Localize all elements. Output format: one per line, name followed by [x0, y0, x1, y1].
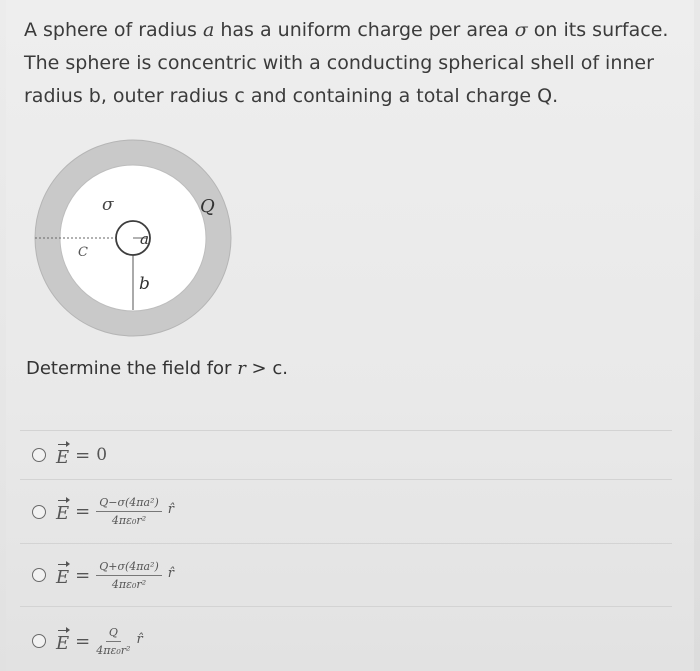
equals-sign: =	[75, 564, 91, 586]
question-text	[24, 14, 674, 113]
radio-button[interactable]	[32, 568, 46, 582]
option-equation	[56, 626, 143, 657]
numerator: Q+σ(4πa²)	[96, 560, 162, 576]
prompt-condition: > c.	[245, 358, 288, 379]
label-b: b	[139, 274, 150, 294]
answer-option-3[interactable]	[20, 543, 672, 606]
fraction	[96, 496, 162, 527]
vector-symbol: E	[56, 499, 69, 524]
radio-button[interactable]	[32, 448, 46, 462]
label-sigma: σ	[102, 195, 114, 215]
label-q: Q	[200, 196, 215, 217]
unit-vector: r̂	[136, 631, 143, 647]
answer-options	[20, 430, 672, 671]
answer-option-1[interactable]	[20, 430, 672, 479]
answer-option-2[interactable]	[20, 479, 672, 543]
numerator: Q	[106, 626, 121, 642]
option-equation	[56, 496, 174, 527]
label-c: C	[78, 245, 88, 260]
option-equation	[56, 560, 174, 591]
denominator: 4πε₀r²	[111, 577, 147, 591]
option-equation	[56, 443, 107, 468]
radio-button[interactable]	[32, 634, 46, 648]
fraction	[96, 626, 130, 657]
question-part-1: A sphere of radius	[24, 19, 203, 41]
numerator: Q−σ(4πa²)	[96, 496, 162, 512]
equals-sign: =	[75, 501, 91, 522]
equals-sign: =	[75, 444, 91, 466]
concentric-sphere-diagram	[30, 132, 240, 342]
sigma-variable: σ	[514, 19, 528, 41]
question-part-3: on its surface. The sphere is concentric with a conducting spherical shell of inner radius b, outer radius c and containing a total charge Q.	[24, 19, 669, 107]
radio-button[interactable]	[32, 505, 46, 519]
question-prompt	[26, 358, 288, 379]
question-part-2: has a uniform charge per area	[214, 19, 515, 41]
vector-symbol: E	[56, 629, 69, 654]
vector-symbol: E	[56, 443, 69, 468]
option-value: 0	[96, 445, 108, 465]
unit-vector: r̂	[167, 565, 174, 581]
answer-option-4[interactable]	[20, 606, 672, 671]
unit-vector: r̂	[167, 502, 174, 517]
denominator: 4πε₀r²	[111, 514, 147, 527]
radius-variable: a	[202, 19, 215, 41]
prompt-variable: r	[237, 358, 246, 379]
fraction	[96, 560, 162, 591]
vector-symbol: E	[56, 563, 69, 588]
equals-sign: =	[75, 630, 91, 652]
prompt-text: Determine the field for	[26, 358, 238, 379]
denominator: 4πε₀r²	[96, 643, 131, 657]
label-a: a	[140, 230, 149, 248]
